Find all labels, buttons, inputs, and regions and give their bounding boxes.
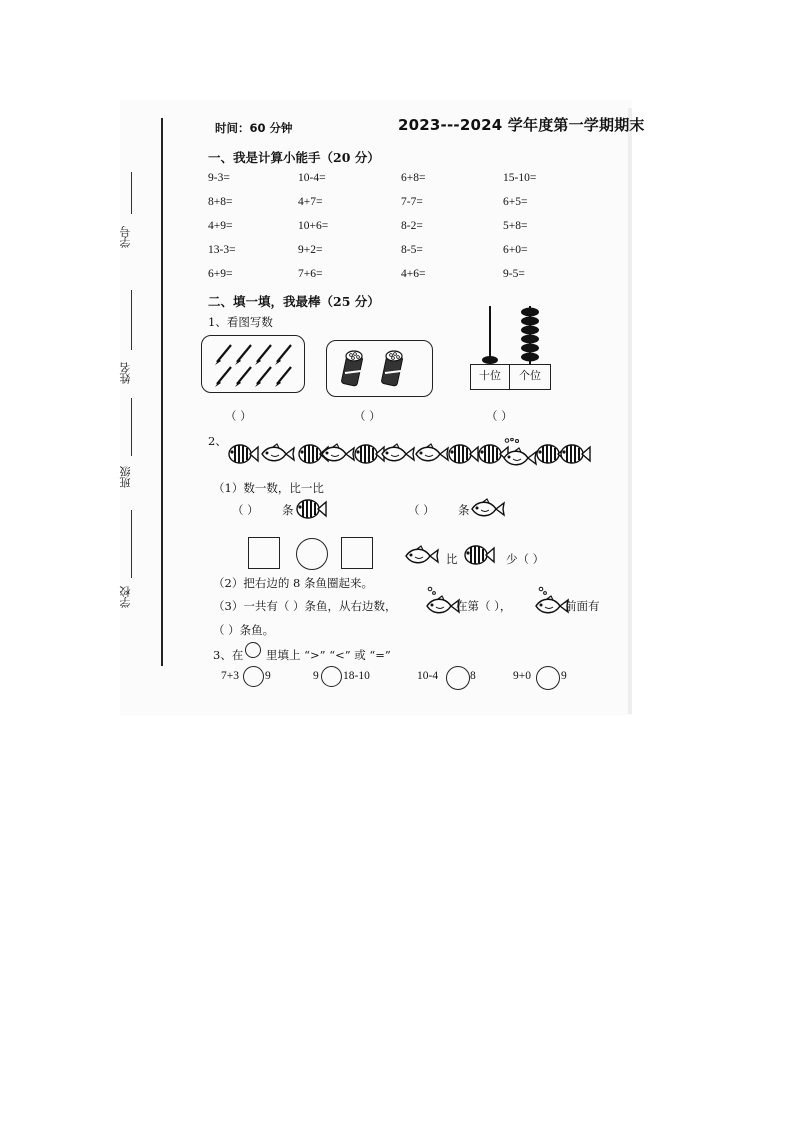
q3-label-a: 3、在 — [213, 648, 244, 662]
q3-left-2: 10-4 — [417, 670, 439, 682]
binding-line — [161, 118, 163, 666]
calc-item[interactable]: 6+5= — [503, 196, 528, 208]
q2-count-plain[interactable]: （ ） — [408, 503, 435, 517]
compare-square-2[interactable] — [341, 537, 373, 569]
q2-count-striped[interactable]: （ ） — [232, 503, 259, 517]
q2-sub3a: （3）一共有（ ）条鱼，从右边数， — [213, 599, 397, 613]
calc-item[interactable]: 4+7= — [298, 196, 323, 208]
q2-sub2: （2）把右边的 8 条鱼圈起来。 — [213, 576, 373, 590]
bubbles-icon — [505, 438, 518, 442]
q3-label-b: 里填上 “>” “<” 或 “=” — [266, 648, 391, 662]
q1-label: 1、看图写数 — [208, 315, 273, 329]
calc-item[interactable]: 9-5= — [503, 268, 525, 280]
section1-title: 一、我是计算小能手（20 分） — [208, 150, 380, 165]
class-label: 班级 — [119, 466, 132, 488]
calc-item[interactable]: 6+8= — [401, 172, 426, 184]
q3-answer-circle-3[interactable] — [536, 666, 560, 690]
calc-item[interactable]: 9+2= — [298, 244, 323, 256]
fish-striped-icon — [294, 496, 330, 522]
abacus-tens-label: 十位 — [470, 364, 510, 390]
school-blank-line[interactable] — [131, 510, 132, 578]
exam-time: 时间：60 分钟 — [215, 121, 293, 135]
name-label: 姓名 — [119, 362, 132, 384]
q3-right-1: 18-10 — [343, 670, 370, 682]
fish-striped-icon — [479, 445, 508, 463]
fish-striped-icon — [462, 542, 498, 568]
calc-item[interactable]: 9-3= — [208, 172, 230, 184]
q2-shao: 少（ ） — [506, 552, 545, 566]
calc-item[interactable]: 4+9= — [208, 220, 233, 232]
q3-left-3: 9+0 — [513, 670, 531, 682]
fish-striped-icon — [355, 445, 384, 463]
calc-item[interactable]: 5+8= — [503, 220, 528, 232]
calc-item[interactable]: 8+8= — [208, 196, 233, 208]
calc-item[interactable]: 6+0= — [503, 244, 528, 256]
fish-striped-icon — [449, 445, 478, 463]
q2-label: 2、 — [208, 434, 227, 448]
pens-box — [201, 335, 305, 393]
calc-item[interactable]: 8-2= — [401, 220, 423, 232]
student-no-blank-line[interactable] — [131, 172, 132, 214]
q2-sub3d: （ ）条鱼。 — [213, 623, 275, 637]
student-no-label: 学号 — [119, 226, 132, 248]
stick-bundles-picture — [327, 341, 432, 396]
fish-plain-icon — [404, 543, 444, 569]
fish-plain-icon — [504, 448, 536, 465]
q3-circle-sample — [245, 642, 261, 658]
q3-left-0: 7+3 — [221, 670, 239, 682]
q1-answer-pens[interactable]: （ ） — [225, 409, 252, 423]
bundles-box — [326, 340, 433, 397]
q3-right-0: 9 — [265, 670, 271, 682]
q2-tiao-2: 条 — [458, 503, 470, 517]
q1-answer-abacus[interactable]: （ ） — [486, 409, 513, 423]
fish-plain-icon — [416, 444, 448, 461]
calc-item[interactable]: 13-3= — [208, 244, 236, 256]
fish-striped-icon — [229, 445, 258, 463]
calc-item[interactable]: 7+6= — [298, 268, 323, 280]
calc-item[interactable]: 6+9= — [208, 268, 233, 280]
paper-edge — [628, 108, 632, 714]
calc-item[interactable]: 15-10= — [503, 172, 537, 184]
fish-plain-icon — [470, 496, 510, 522]
calc-item[interactable]: 7-7= — [401, 196, 423, 208]
q3-answer-circle-0[interactable] — [243, 666, 264, 687]
calc-item[interactable]: 4+6= — [401, 268, 426, 280]
fish-plain-icon — [322, 444, 354, 461]
fish-striped-icon — [561, 445, 590, 463]
q3-left-1: 9 — [313, 670, 319, 682]
section2-title: 二、填一填，我最棒（25 分） — [208, 294, 380, 309]
q3-right-3: 9 — [561, 670, 567, 682]
fish-row — [224, 438, 594, 472]
fish-plain-icon — [382, 444, 414, 461]
calc-item[interactable]: 8-5= — [401, 244, 423, 256]
calc-item[interactable]: 10+6= — [298, 220, 329, 232]
q2-sub1: （1）数一数，比一比 — [213, 481, 324, 495]
compare-circle[interactable] — [296, 538, 328, 570]
q3-answer-circle-1[interactable] — [321, 666, 342, 687]
compare-square-1[interactable] — [248, 537, 280, 569]
class-blank-line[interactable] — [131, 398, 132, 456]
pens-picture — [202, 336, 304, 392]
abacus-ones-label: 个位 — [509, 364, 551, 390]
school-label: 学校 — [119, 586, 132, 608]
calc-item[interactable]: 10-4= — [298, 172, 326, 184]
exam-title: 2023---2024 学年度第一学期期末 — [398, 116, 645, 134]
fish-plain-icon — [262, 444, 294, 461]
q3-answer-circle-2[interactable] — [446, 666, 470, 690]
q2-sub3b: 在第（ ）， — [456, 599, 512, 613]
q3-right-2: 8 — [470, 670, 476, 682]
q2-bi: 比 — [446, 552, 458, 566]
name-blank-line[interactable] — [131, 290, 132, 350]
q2-sub3c: 前面有 — [565, 599, 600, 613]
q2-tiao-1: 条 — [282, 503, 294, 517]
q1-answer-bundles[interactable]: （ ） — [354, 409, 381, 423]
